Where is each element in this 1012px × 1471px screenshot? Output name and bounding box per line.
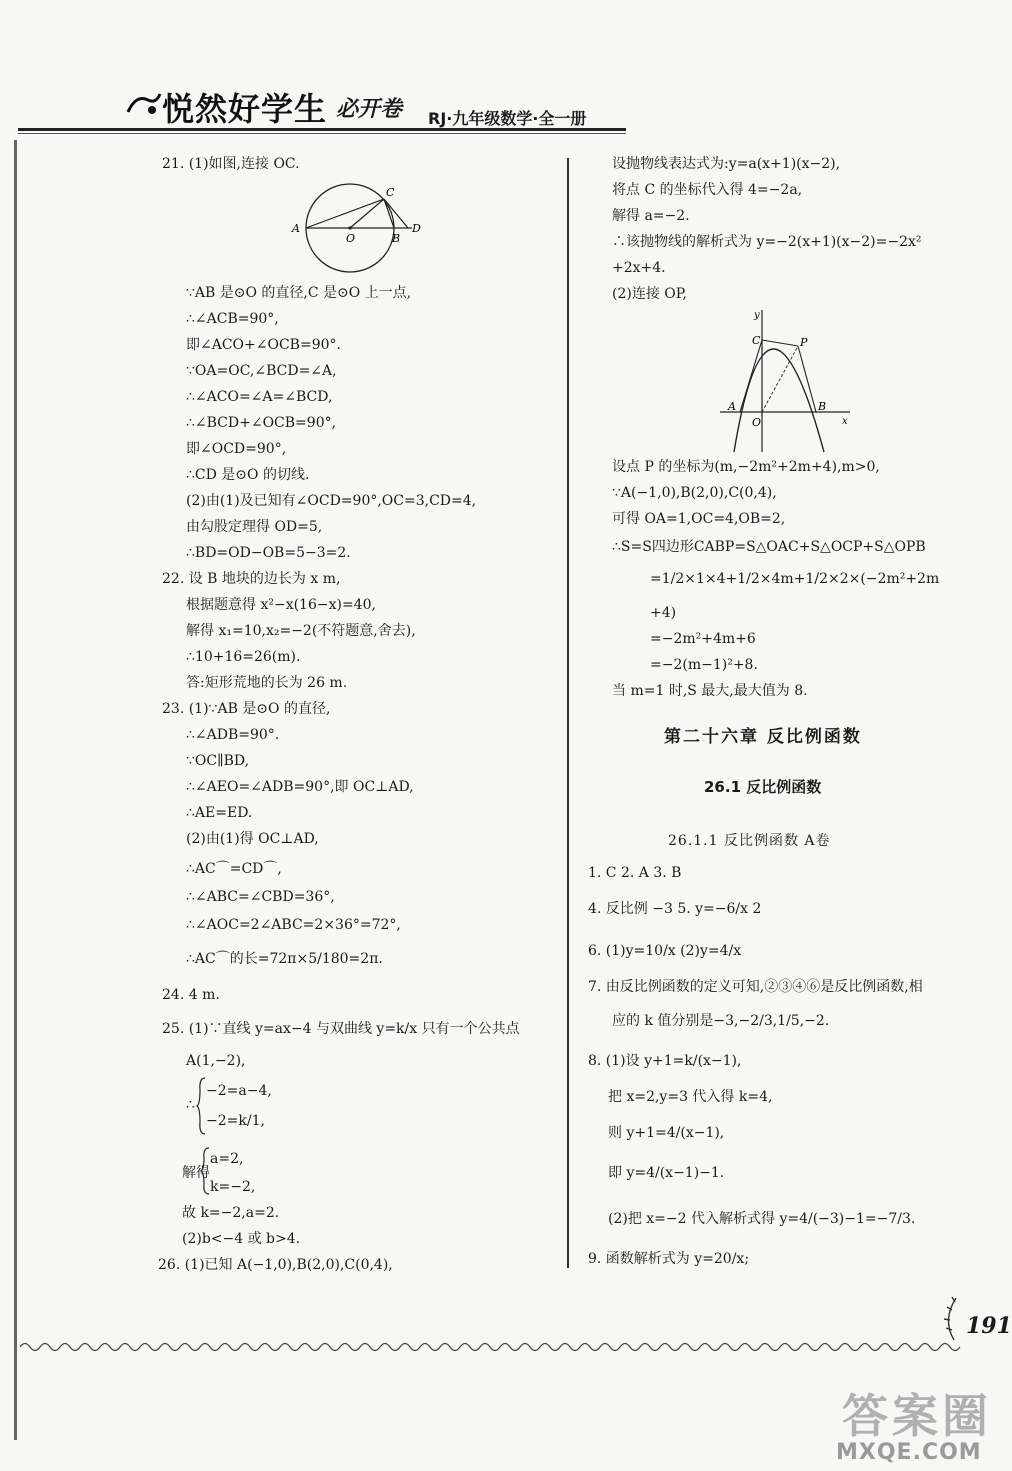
answer-line: (2)由(1)得 OC⊥AD, [186,831,319,847]
answer-line: 可得 OA=1,OC=4,OB=2, [612,511,786,527]
answer-line: ∵AB 是⊙O 的直径,C 是⊙O 上一点, [186,285,412,301]
answer-line: ∴∠AOC=2∠ABC=2×36°=72°, [186,917,401,933]
answer-line: ∴∠BCD+∠OCB=90°, [186,415,337,431]
watermark-url: MXQE.COM [836,1440,982,1465]
label-p: P [800,336,808,349]
answer-line: −2=a−4, [206,1083,272,1099]
answer-line: 21. (1)如图,连接 OC. [162,156,300,172]
answer-line: (2)把 x=−2 代入解析式得 y=4/(−3)−1=−7/3. [608,1211,916,1227]
series-title: 必开卷 [336,96,403,122]
answer-line: 应的 k 值分别是−3,−2/3,1/5,−2. [612,1013,830,1029]
tangent-cd [384,199,408,228]
answer-line: 设抛物线表达式为:y=a(x+1)(x−2), [612,156,841,172]
figure-circle-tangent [288,178,428,274]
answer-line: (2)连接 OP, [612,286,687,302]
answer-line: 22. 设 B 地块的边长为 x m, [162,571,341,587]
label-x: x [842,416,848,427]
subsection-title: 26.1.1 反比例函数 A卷 [668,833,831,849]
brace-icon-2 [200,1146,210,1196]
bottom-border-icon [20,1340,960,1354]
answer-line: ∴∠ABC=∠CBD=36°, [186,889,335,905]
figure-parabola [716,306,856,456]
label-y: y [754,310,760,321]
answer-line: ∵A(−1,0),B(2,0),C(0,4), [612,485,777,501]
answer-line: 24. 4 m. [162,987,220,1003]
chapter-title: 第二十六章 反比例函数 [664,727,862,747]
segment-ac [740,340,762,412]
section-title: 26.1 反比例函数 [704,778,822,796]
answer-line: ∴∠ADB=90°. [186,727,280,743]
answer-line: 设点 P 的坐标为(m,−2m²+2m+4),m>0, [612,459,880,475]
brand-title: 悦然好学生 [162,90,328,128]
answer-line: 4. 反比例 −3 5. y=−6/x 2 [588,901,762,917]
answer-line: 当 m=1 时,S 最大,最大值为 8. [612,683,808,699]
answer-line: ∴10+16=26(m). [186,649,301,665]
answer-line: 将点 C 的坐标代入得 4=−2a, [612,182,803,198]
label-o: O [346,232,356,245]
answer-line: ∵OA=OC,∠BCD=∠A, [186,363,337,379]
segment-cb [384,199,394,228]
column-divider [567,158,569,1268]
brand-logo-icon [126,90,162,120]
answer-line: =−2m²+4m+6 [650,631,756,647]
label-a: A [728,400,736,413]
label-b: B [818,400,827,413]
answer-line: (2)b<−4 或 b>4. [182,1231,301,1247]
answer-line: 即∠ACO+∠OCB=90°. [186,337,341,353]
segment-op [762,346,798,412]
answer-line: 9. 函数解析式为 y=20/x; [588,1251,750,1267]
answer-line: ∴BD=OD−OB=5−3=2. [186,545,351,561]
answer-line: +4) [650,605,677,621]
answer-line: 8. (1)设 y+1=k/(x−1), [588,1053,742,1069]
answer-line: 答:矩形荒地的长为 26 m. [186,675,348,691]
segment-oc [350,199,384,228]
answer-line: 把 x=2,y=3 代入得 k=4, [608,1089,773,1105]
answer-line: k=−2, [210,1179,256,1195]
answer-line: ∴∠AEO=∠ADB=90°,即 OC⊥AD, [186,779,414,795]
answer-line: 25. (1)∵直线 y=ax−4 与双曲线 y=k/x 只有一个公共点 [162,1021,520,1037]
answer-line: 解得 x₁=10,x₂=−2(不符题意,舍去), [186,623,416,639]
answer-line: 1. C 2. A 3. B [588,865,682,881]
answer-line: −2=k/1, [206,1113,265,1129]
answer-line: (2)由(1)及已知有∠OCD=90°,OC=3,CD=4, [186,493,477,509]
header-rule-thin [18,133,626,134]
answer-line: ∴AC⌒的长=72π×5/180=2π. [186,951,383,967]
answer-line: =1/2×1×4+1/2×4m+1/2×2×(−2m²+2m [650,571,940,587]
answer-line: =−2(m−1)²+8. [650,657,758,673]
answer-line: +2x+4. [612,260,666,276]
answer-line: 由勾股定理得 OD=5, [186,519,323,535]
label-c: C [752,334,761,347]
answer-line: 即∠OCD=90°, [186,441,287,457]
segment-pb [798,346,816,412]
answer-line: ∵OC∥BD, [186,753,250,769]
answer-line: ∴S=S四边形CABP=S△OAC+S△OCP+S△OPB [612,539,926,555]
label-o: O [752,416,762,429]
grade-label: RJ·九年级数学·全一册 [428,109,587,128]
label-b: B [392,232,401,245]
segment-cp [762,340,798,346]
parabola-curve [734,349,827,452]
answer-line: 即 y=4/(x−1)−1. [608,1165,725,1181]
page-left-edge [14,140,17,1440]
answer-line: ∴AC⌒=CD⌒, [186,861,282,877]
page-header [0,0,1000,150]
answer-line: 解得 a=−2. [612,208,690,224]
header-rule [18,128,626,131]
answer-line: A(1,−2), [186,1053,246,1069]
answer-line: ∴ [186,1097,195,1113]
watermark-logo: 答案圈 [842,1389,992,1443]
answer-line: 7. 由反比例函数的定义可知,②③④⑥是反比例函数,相 [588,979,923,995]
answer-line: 解得 [182,1165,210,1181]
answer-line: 26. (1)已知 A(−1,0),B(2,0),C(0,4), [158,1257,393,1273]
label-d: D [412,222,421,235]
answer-line: 则 y+1=4/(x−1), [608,1125,725,1141]
answer-line: a=2, [210,1151,244,1167]
answer-line: ∴∠ACB=90°, [186,311,279,327]
page-number: 191 [966,1313,1012,1339]
answer-line: 故 k=−2,a=2. [182,1205,280,1221]
brace-icon [196,1076,206,1136]
answer-line: 23. (1)∵AB 是⊙O 的直径, [162,701,331,717]
label-a: A [292,222,300,235]
answer-line: ∴该抛物线的解析式为 y=−2(x+1)(x−2)=−2x² [612,234,922,250]
segment-ac [306,199,384,228]
answer-line: ∴AE=ED. [186,805,253,821]
answer-line: ∴CD 是⊙O 的切线. [186,467,310,483]
label-c: C [386,186,395,199]
answer-line: ∴∠ACO=∠A=∠BCD, [186,389,333,405]
answer-line: 根据题意得 x²−x(16−x)=40, [186,597,376,613]
answer-line: 6. (1)y=10/x (2)y=4/x [588,943,742,959]
